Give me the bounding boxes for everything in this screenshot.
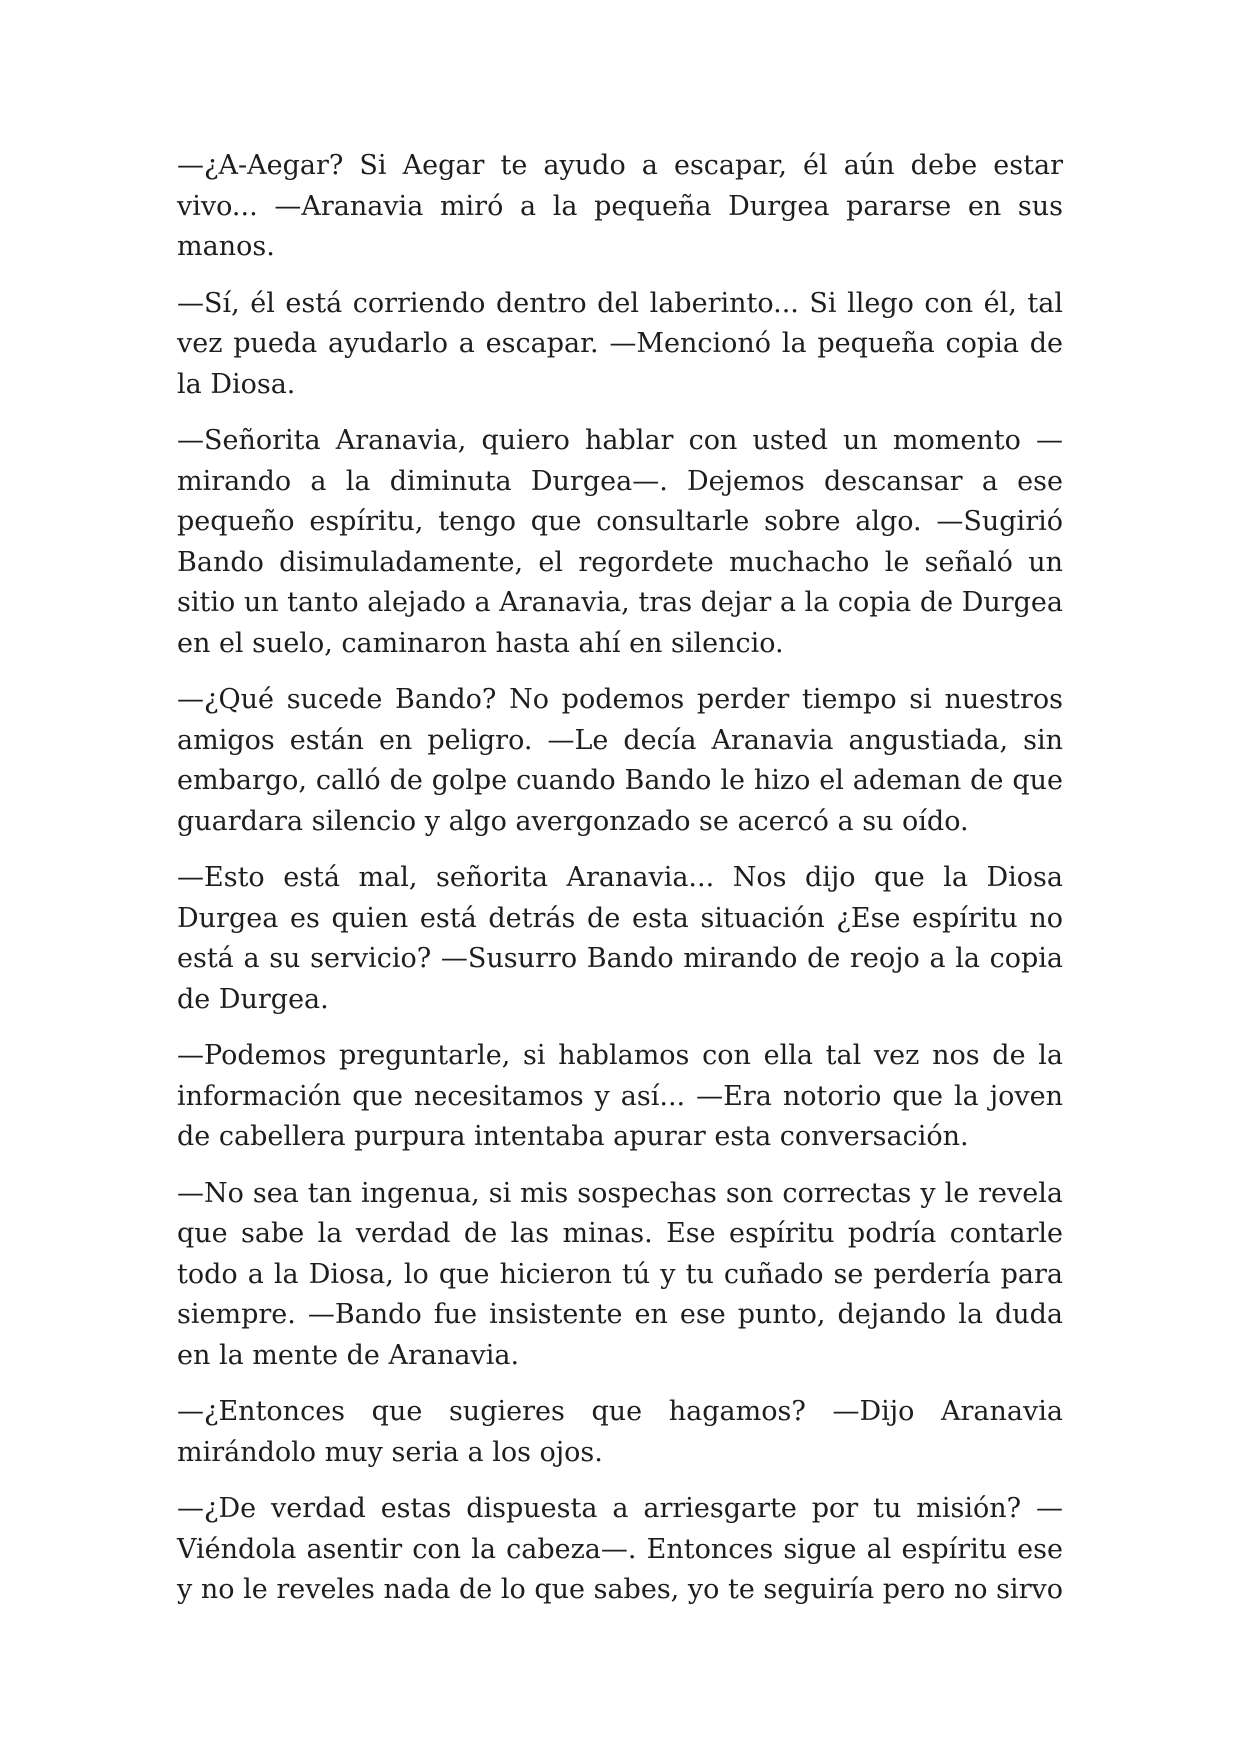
paragraph-9: —¿De verdad estas dispuesta a arriesgarte por tu misión? —Viéndola asentir con la cabeza—. Entonces sigue al espíritu ese y no le reveles nada de lo que sabes, yo te seguiría pero no sirvo [177, 1493, 1063, 1605]
paragraph-2: —Sí, él está corriendo dentro del laberinto... Si llego con él, tal vez pueda ayudarlo a escapar. —Mencionó la pequeña copia de la Diosa. [177, 287, 1063, 400]
paragraph-6: —Podemos preguntarle, si hablamos con ella tal vez nos de la información que necesitamos y así... —Era notorio que la joven de cabellera purpura intentaba apurar esta conversación. [177, 1040, 1063, 1152]
paragraph-7: —No sea tan ingenua, si mis sospechas son correctas y le revela que sabe la verdad de las minas. Ese espíritu podría contarle todo a la Diosa, lo que hicieron tú y tu cuñado se perdería para siempre. —Bando fue insistente en ese punto, dejando la duda en la mente de Aranavia. [177, 1177, 1063, 1371]
paragraph-3: —Señorita Aranavia, quiero hablar con usted un momento —mirando a la diminuta Durgea—. Dejemos descansar a ese pequeño espíritu, tengo que consultarle sobre algo. —Sugirió Bando disimuladamente, el regordete muchacho le señaló un sitio un tanto alejado a Aranavia, tras dejar a la copia de Durgea en el suelo, caminaron hasta ahí en silencio. [177, 425, 1063, 659]
paragraph-4: —¿Qué sucede Bando? No podemos perder tiempo si nuestros amigos están en peligro. —Le decía Aranavia angustiada, sin embargo, calló de golpe cuando Bando le hizo el ademan de que guardara silencio y algo avergonzado se acercó a su oído. [177, 684, 1063, 837]
paragraph-5: —Esto está mal, señorita Aranavia... Nos dijo que la Diosa Durgea es quien está detrás de esta situación ¿Ese espíritu no está a su servicio? —Susurro Bando mirando de reojo a la copia de Durgea. [177, 862, 1063, 1015]
paragraph-1: —¿A-Aegar? Si Aegar te ayudo a escapar, él aún debe estar vivo... —Aranavia miró a la pequeña Durgea pararse en sus manos. [177, 150, 1063, 262]
paragraph-8: —¿Entonces que sugieres que hagamos? —Dijo Aranavia mirándolo muy seria a los ojos. [177, 1396, 1063, 1468]
body-text [177, 146, 1063, 1611]
